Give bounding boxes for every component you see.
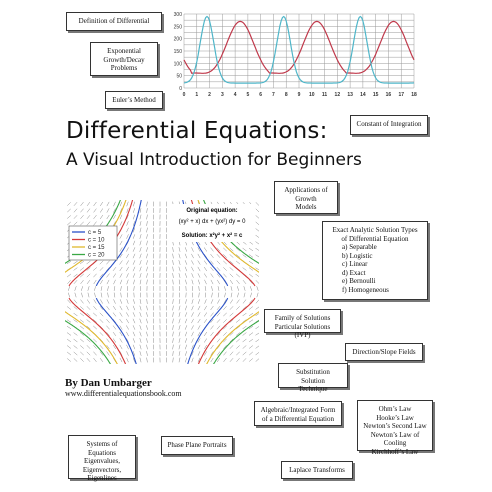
top-graph-y-ticks [174, 12, 183, 92]
exponential-line-1: Exponential [107, 47, 141, 55]
systems-box [68, 435, 136, 482]
y-tick-label: 100 [173, 61, 182, 68]
slope-field-figure [65, 200, 259, 364]
exact-heading-2: of Differential Equation [341, 234, 409, 243]
algebraic-line-1: Algebraic/Integrated Form [260, 406, 336, 414]
direction-label: Direction/Slope Fields [352, 348, 416, 356]
legend-label: c = 15 [88, 245, 105, 251]
exact-item: e) Bernoulli [342, 277, 376, 285]
exponential-box [90, 42, 158, 76]
x-tick-label: 11 [321, 92, 328, 98]
law-item: Ohm’s Law [378, 405, 412, 413]
applications-line-3: Models [295, 203, 317, 211]
definition-box [66, 12, 162, 31]
euler-box [105, 91, 163, 109]
x-tick-label: 15 [372, 92, 379, 98]
laws-box [357, 400, 433, 456]
author-name: By Dan Umbarger [65, 377, 152, 389]
original-equation-label: Original equation: [186, 208, 238, 214]
x-tick-label: 12 [334, 92, 341, 98]
law-item: Hooke’s Law [376, 413, 414, 422]
definition-label: Definition of Differential [78, 17, 150, 25]
title-line-1: Differential Equations: [66, 118, 328, 144]
applications-line-1: Applications of [284, 186, 328, 194]
y-tick-label: 200 [173, 36, 182, 43]
x-tick-label: 5 [246, 92, 250, 98]
direction-box [345, 343, 423, 361]
exact-types-box [322, 221, 428, 300]
exact-item: a) Separable [342, 243, 377, 251]
legend-label: c = 10 [88, 237, 105, 244]
algebraic-line-2: of a Differential Equation [262, 414, 334, 423]
substitution-box [278, 363, 348, 393]
author-website: www.differentialequationsbook.com [65, 389, 182, 398]
systems-line-3: Eigenvectors, [82, 465, 122, 474]
constant-box [350, 115, 428, 135]
exact-item: c) Linear [342, 260, 368, 268]
phase-label: Phase Plane Portraits [167, 441, 227, 449]
substitution-line-1: Substitution Solution [296, 368, 330, 385]
legend-label: c = 5 [88, 230, 102, 236]
x-tick-label: 2 [208, 92, 211, 98]
systems-line-2: Eigenvalues, [84, 457, 120, 465]
solution-equation: Solution: x²y² + x² = c [181, 233, 243, 239]
applications-box [274, 181, 338, 214]
applications-line-2: Growth [295, 194, 317, 203]
x-tick-label: 0 [182, 92, 186, 98]
laplace-box [281, 461, 353, 479]
x-tick-label: 14 [360, 92, 366, 98]
algebraic-box [254, 401, 342, 426]
top-graph-x-ticks [183, 92, 417, 98]
systems-line-4: Eigenlines [87, 474, 117, 482]
systems-line-1: Systems of Equations [86, 440, 118, 457]
exponential-line-3: Problems [110, 64, 138, 72]
y-tick-label: 50 [176, 73, 182, 80]
exact-heading-1: Exact Analytic Solution Types [332, 226, 418, 234]
x-tick-label: 4 [233, 92, 237, 98]
family-line-1: Family of Solutions [274, 314, 331, 322]
substitution-line-2: Technique [298, 385, 328, 393]
x-tick-label: 6 [259, 92, 263, 98]
top-graph [168, 8, 418, 102]
x-tick-label: 10 [308, 92, 315, 98]
exact-item: f) Homogeneous [342, 285, 389, 294]
y-tick-label: 0 [179, 86, 182, 92]
x-tick-label: 18 [411, 92, 417, 98]
family-box [264, 309, 341, 339]
x-tick-label: 17 [398, 92, 405, 98]
original-equation: (xy² + x) dx + (yx²) dy = 0 [178, 219, 246, 225]
y-tick-label: 300 [173, 12, 182, 18]
x-tick-label: 1 [195, 92, 199, 98]
book-title [66, 118, 328, 144]
x-tick-label: 16 [385, 92, 392, 98]
y-tick-label: 150 [173, 49, 182, 55]
laplace-label: Laplace Transforms [289, 466, 345, 474]
x-tick-label: 7 [272, 92, 275, 98]
law-item: Kirchhoff’s Law [371, 447, 419, 456]
law-item: Newton’s Law of Cooling [370, 430, 420, 447]
law-item: Newton’s Second Law [363, 422, 427, 430]
x-tick-label: 8 [284, 92, 288, 98]
x-tick-label: 9 [297, 92, 301, 98]
euler-label: Euler’s Method [112, 96, 156, 104]
legend-label: c = 20 [88, 252, 105, 259]
x-tick-label: 13 [347, 92, 353, 98]
title-line-2: A Visual Introduction for Beginners [66, 150, 362, 170]
x-tick-label: 3 [220, 92, 224, 98]
y-tick-label: 250 [173, 24, 182, 31]
author-block [65, 377, 182, 398]
constant-label: Constant of Integration [356, 120, 422, 128]
phase-box [161, 436, 233, 455]
exact-item: b) Logistic [342, 251, 373, 260]
exponential-line-2: Growth/Decay [103, 55, 145, 64]
family-line-2: Particular Solutions (IVP) [274, 322, 331, 339]
exact-item: d) Exact [342, 268, 366, 277]
